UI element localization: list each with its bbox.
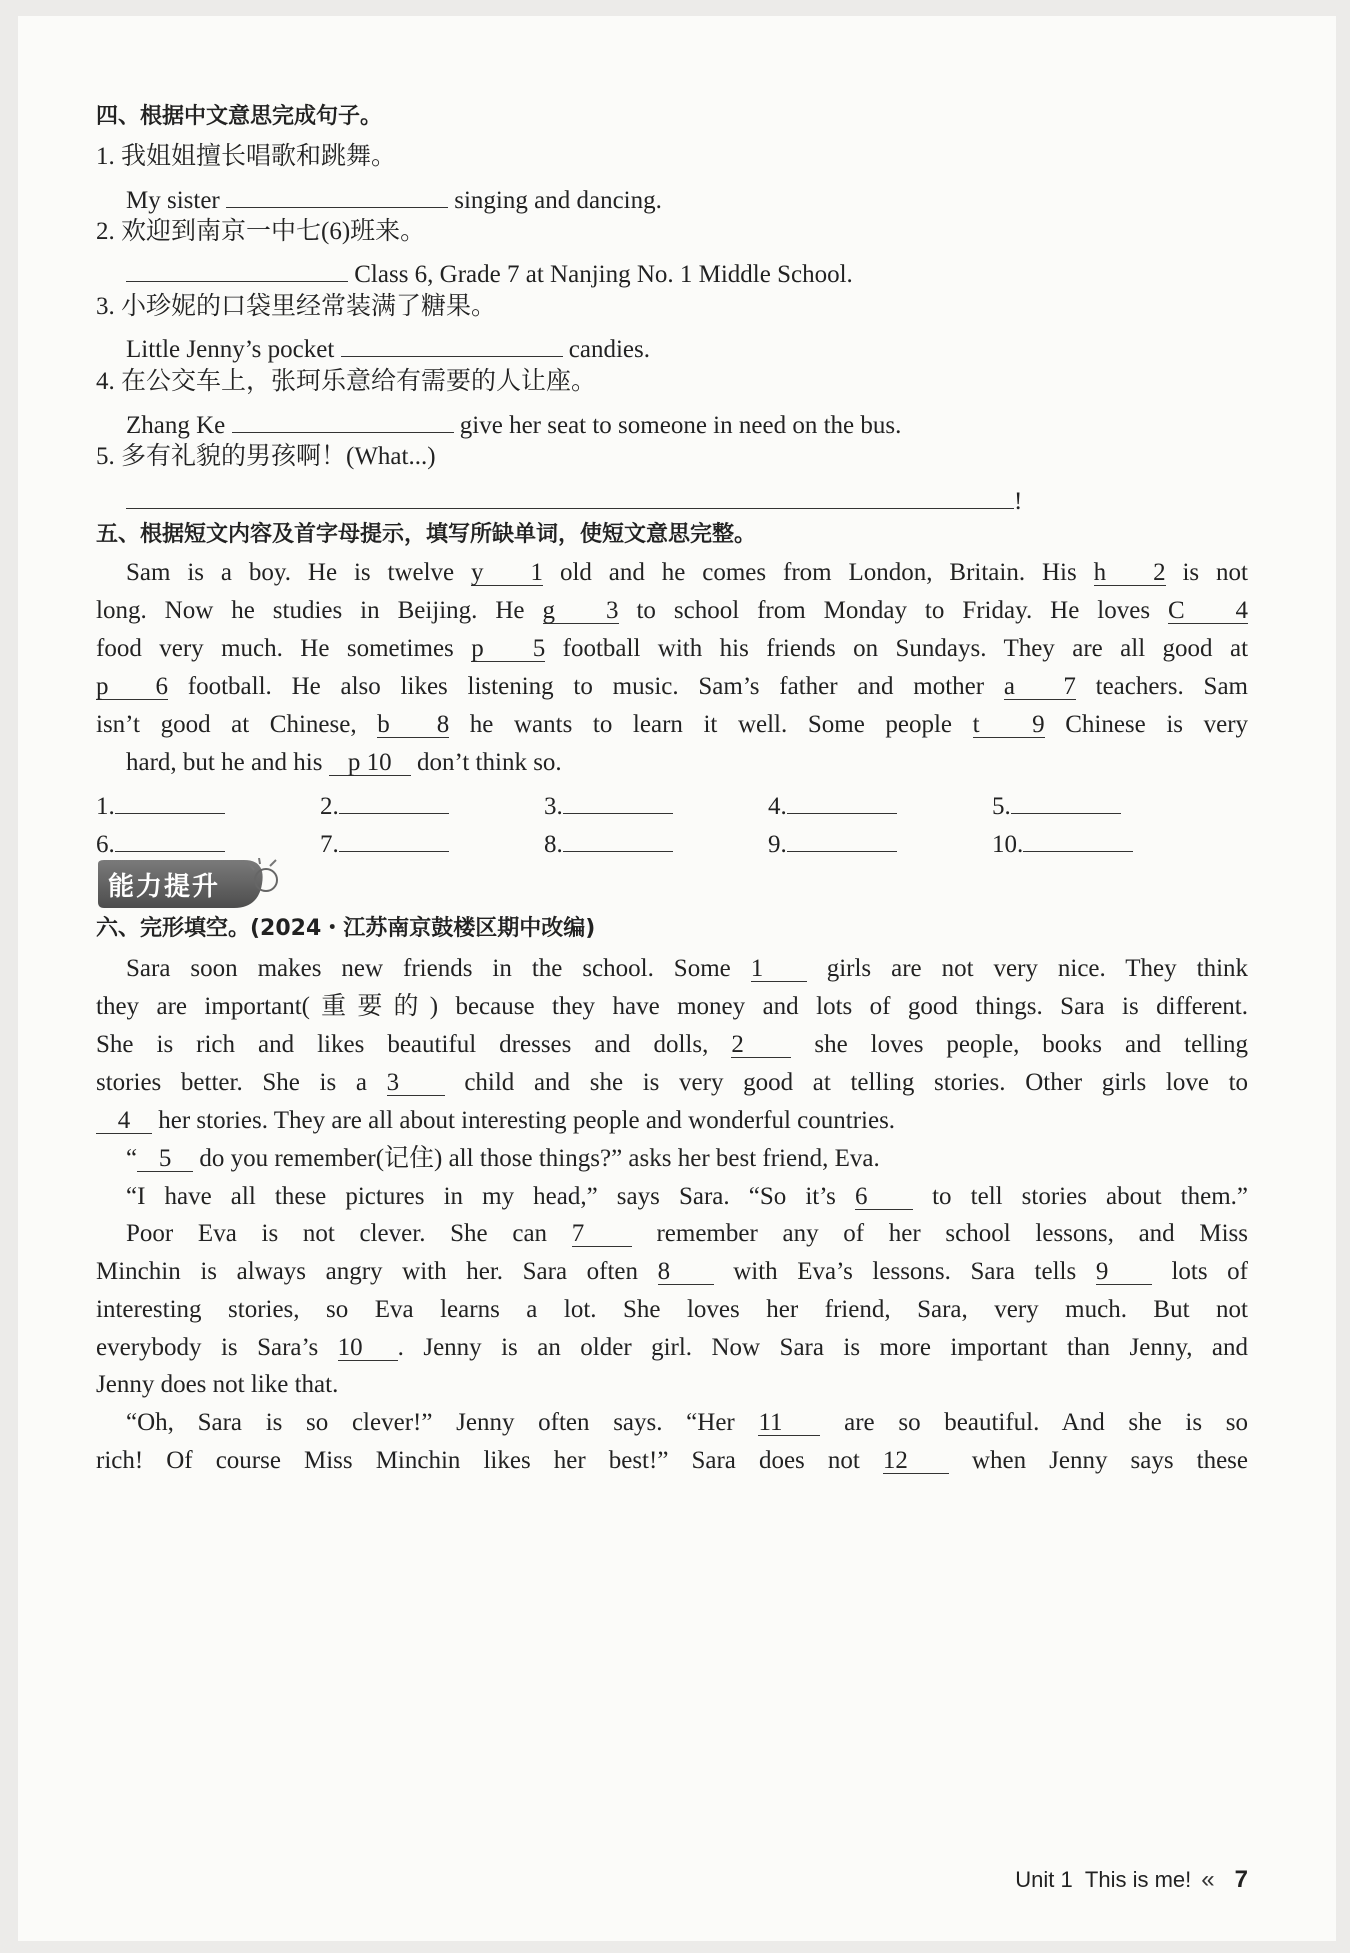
cloze-blank-4[interactable]: 4 bbox=[96, 1106, 152, 1134]
answer-7[interactable]: 7. bbox=[320, 824, 449, 860]
page-footer bbox=[1015, 1866, 1248, 1894]
workbook-page bbox=[18, 16, 1336, 1941]
q1-blank[interactable] bbox=[226, 180, 448, 208]
answer-4[interactable]: 4. bbox=[768, 786, 897, 822]
footer-title: This is me! bbox=[1084, 1867, 1192, 1892]
s6-line-1: Sara soon makes new friends in the school. Some 1 girls are not very nice. They think bbox=[126, 955, 1249, 982]
cloze-blank-10[interactable]: 10 bbox=[338, 1333, 398, 1361]
q4-chinese: 4. 在公交车上，张珂乐意给有需要的人让座。 bbox=[96, 368, 597, 395]
s5-blank-3[interactable]: g 3 bbox=[542, 597, 619, 624]
s6-line-5: 4 her stories. They are all about interesting people and wonderful countries. bbox=[96, 1106, 895, 1136]
s6-line-13: “Oh, Sara is so clever!” Jenny often says. “Her 11 are so beautiful. And she is so bbox=[126, 1409, 1249, 1436]
answer-row-2 bbox=[96, 824, 1248, 858]
section-5-title: 五、根据短文内容及首字母提示，填写所缺单词，使短文意思完整。 bbox=[96, 522, 757, 547]
s6-line-9: Minchin is always angry with her. Sara often 8 with Eva’s lessons. Sara tells 9 lots of bbox=[96, 1258, 1248, 1285]
s5-blank-1[interactable]: y 1 bbox=[471, 559, 544, 586]
answer-1[interactable]: 1. bbox=[96, 786, 225, 822]
s5-blank-10[interactable]: p 10 bbox=[329, 748, 411, 776]
answer-3[interactable]: 3. bbox=[544, 786, 673, 822]
q4-blank[interactable] bbox=[232, 405, 454, 433]
q5-chinese: 5. 多有礼貌的男孩啊！(What...) bbox=[96, 443, 436, 470]
q2-english: Class 6, Grade 7 at Nanjing No. 1 Middle School. bbox=[96, 254, 853, 290]
s6-line-6: “ 5 do you remember(记住) all those things?” asks her best friend, Eva. bbox=[126, 1145, 880, 1172]
answer-8[interactable]: 8. bbox=[544, 824, 673, 860]
q4-english: Zhang Ke give her seat to someone in need on the bus. bbox=[96, 405, 901, 441]
answer-9[interactable]: 9. bbox=[768, 824, 897, 860]
cloze-blank-7[interactable]: 7 bbox=[572, 1219, 632, 1247]
s5-line-6: hard, but he and his p 10 don’t think so. bbox=[126, 749, 562, 776]
s6-line-4: stories better. She is a 3 child and she is very good at telling stories. Other girls love to bbox=[96, 1069, 1249, 1096]
s6-line-10: interesting stories, so Eva learns a lot. She loves her friend, Sara, very much. But not bbox=[96, 1296, 1248, 1323]
s6-line-7: “I have all these pictures in my head,” says Sara. “So it’s 6 to tell stories about them.” bbox=[126, 1183, 1249, 1210]
s5-line-3: food very much. He sometimes p 5 football with his friends on Sundays. They are all good at bbox=[96, 635, 1249, 662]
q3-chinese: 3. 小珍妮的口袋里经常装满了糖果。 bbox=[96, 293, 497, 320]
footer-unit: Unit 1 bbox=[1015, 1867, 1073, 1892]
s6-line-11: everybody is Sara’s 10 . Jenny is an older girl. Now Sara is more important than Jenny, and bbox=[96, 1334, 1249, 1361]
cloze-blank-3[interactable]: 3 bbox=[387, 1068, 445, 1096]
s5-blank-4[interactable]: C 4 bbox=[1168, 597, 1249, 624]
s6-line-14: rich! Of course Miss Minchin likes her best!” Sara does not 12 when Jenny says these bbox=[96, 1447, 1248, 1474]
cloze-blank-11[interactable]: 11 bbox=[758, 1408, 820, 1436]
q5-english: ! bbox=[126, 481, 1022, 517]
banner-label: 能力提升 bbox=[108, 872, 221, 902]
section-4-title: 四、根据中文意思完成句子。 bbox=[96, 104, 383, 129]
s6-line-8: Poor Eva is not clever. She can 7 remember any of her school lessons, and Miss bbox=[126, 1220, 1249, 1247]
answer-row-1 bbox=[96, 786, 1248, 820]
cloze-blank-8[interactable]: 8 bbox=[658, 1257, 714, 1285]
s5-line-1: Sam is a boy. He is twelve y 1 old and he comes from London, Britain. His h 2 is not bbox=[126, 559, 1248, 586]
q2-blank[interactable] bbox=[126, 254, 348, 282]
section-6-title: 六、完形填空。(2024・江苏南京鼓楼区期中改编) bbox=[96, 916, 596, 941]
s6-line-3: She is rich and likes beautiful dresses and dolls, 2 she loves people, books and telling bbox=[96, 1031, 1249, 1058]
s5-line-5: isn’t good at Chinese, b 8 he wants to learn it well. Some people t 9 Chinese is very bbox=[96, 711, 1249, 738]
cloze-blank-5[interactable]: 5 bbox=[137, 1144, 193, 1172]
s6-line-12: Jenny does not like that. bbox=[96, 1371, 339, 1398]
s6-line-2: they are important(重要的) because they have money and lots of good things. Sara is different. bbox=[96, 993, 1248, 1020]
ability-banner bbox=[94, 858, 294, 912]
q3-english: Little Jenny’s pocket candies. bbox=[96, 329, 650, 365]
q5-blank[interactable] bbox=[126, 481, 1014, 509]
q1-english: My sister singing and dancing. bbox=[96, 180, 662, 216]
answer-10[interactable]: 10. bbox=[992, 824, 1133, 860]
answer-6[interactable]: 6. bbox=[96, 824, 225, 860]
q2-chinese: 2. 欢迎到南京一中七(6)班来。 bbox=[96, 218, 426, 245]
s5-blank-9[interactable]: t 9 bbox=[972, 711, 1045, 738]
s5-blank-7[interactable]: a 7 bbox=[1003, 673, 1076, 700]
s5-line-4: p 6 football. He also likes listening to music. Sam’s father and mother a 7 teachers. Sam bbox=[96, 673, 1248, 700]
s5-line-2: long. Now he studies in Beijing. He g 3 to school from Monday to Friday. He loves C 4 bbox=[96, 597, 1249, 624]
cloze-blank-12[interactable]: 12 bbox=[883, 1446, 949, 1474]
cloze-blank-9[interactable]: 9 bbox=[1096, 1257, 1152, 1285]
q1-chinese: 1. 我姐姐擅长唱歌和跳舞。 bbox=[96, 143, 397, 170]
cloze-blank-2[interactable]: 2 bbox=[731, 1030, 791, 1058]
s5-blank-5[interactable]: p 5 bbox=[471, 635, 546, 662]
double-chevron-left-icon: « bbox=[1201, 1866, 1215, 1893]
s5-blank-6[interactable]: p 6 bbox=[96, 673, 168, 700]
answer-2[interactable]: 2. bbox=[320, 786, 449, 822]
s5-blank-2[interactable]: h 2 bbox=[1093, 559, 1166, 586]
cloze-blank-6[interactable]: 6 bbox=[855, 1182, 913, 1210]
page-number: 7 bbox=[1234, 1866, 1248, 1893]
answer-5[interactable]: 5. bbox=[992, 786, 1121, 822]
s5-blank-8[interactable]: b 8 bbox=[377, 711, 450, 738]
cloze-blank-1[interactable]: 1 bbox=[751, 954, 807, 982]
q3-blank[interactable] bbox=[341, 329, 563, 357]
